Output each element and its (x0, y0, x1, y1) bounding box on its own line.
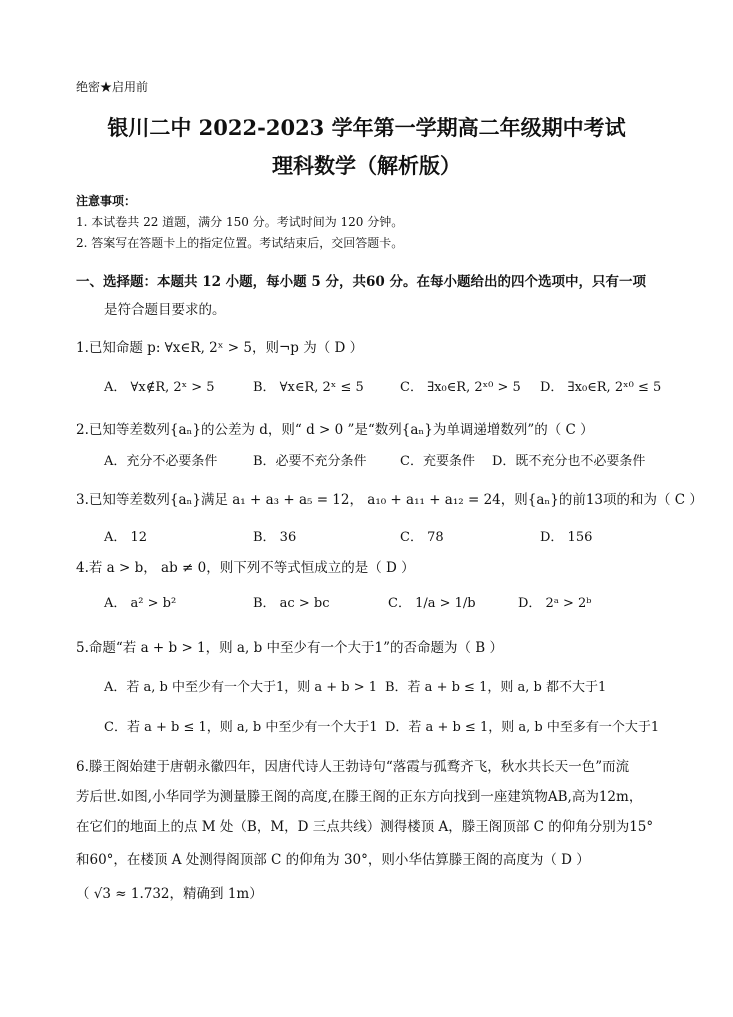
q5-option-a: A．若 a, b 中至少有一个大于1，则 a + b > 1 (104, 680, 378, 695)
question-6-line: 芳后世.如图,小华同学为测量滕王阁的高度,在滕王阁的正东方向找到一座建筑物AB,高为12m， (76, 789, 643, 805)
question-6-line: 和60°，在楼顶 A 处测得阁顶部 C 的仰角为 30°，则小华估算滕王阁的高度为（ D ） (76, 852, 590, 868)
exam-title: 银川二中 2022-2023 学年第一学期高二年级期中考试 (107, 115, 626, 140)
q3-option-a: A． 12 (104, 530, 148, 545)
q1-option-b: B． ∀x∈R, 2ˣ ≤ 5 (253, 380, 364, 395)
q3-option-b: B． 36 (253, 530, 297, 545)
notes-heading: 注意事项： (76, 194, 137, 208)
question-4-stem: 4.若 a > b， ab ≠ 0，则下列不等式恒成立的是（ D ） (76, 560, 415, 576)
q2-option-b: B．必要不充分条件 (253, 454, 367, 469)
q4-option-c: C． 1/a > 1/b (388, 596, 476, 611)
q2-option-a: A．充分不必要条件 (104, 454, 218, 469)
question-3-stem: 3.已知等差数列{aₙ}满足 a₁ + a₃ + a₅ = 12， a₁₀ + a₁₁ + a₁₂ = 24，则{aₙ}的前13项的和为（ C ） (76, 492, 703, 508)
note-item: 1. 本试卷共 22 道题，满分 150 分。考试时间为 120 分钟。 (76, 215, 404, 229)
secret-label: 绝密★启用前 (76, 80, 149, 94)
question-2-stem: 2.已知等差数列{aₙ}的公差为 d，则“ d > 0 ”是“数列{aₙ}为单调递增数列”的（ C ） (76, 422, 594, 438)
q2-option-d: D．既不充分也不必要条件 (492, 454, 646, 469)
q4-option-a: A． a² > b² (104, 596, 177, 611)
section-heading-cont: 是符合题目要求的。 (104, 302, 226, 318)
q3-option-c: C． 78 (400, 530, 444, 545)
q1-option-a: A． ∀x∉R, 2ˣ > 5 (104, 380, 215, 395)
question-6-line: （ √3 ≈ 1.732，精确到 1m） (76, 886, 263, 902)
q5-option-c: C．若 a + b ≤ 1，则 a, b 中至少有一个大于1 (104, 720, 378, 735)
question-1-stem: 1.已知命题 p: ∀x∈R, 2ˣ > 5，则¬p 为（ D ） (76, 340, 364, 356)
q2-option-c: C．充要条件 (400, 454, 475, 469)
question-6-line: 在它们的地面上的点 M 处（B，M，D 三点共线）测得楼顶 A，滕王阁顶部 C 的仰角分别为15° (76, 819, 654, 835)
question-5-stem: 5.命题“若 a + b > 1，则 a, b 中至少有一个大于1”的否命题为（ B ） (76, 640, 503, 656)
note-item: 2. 答案写在答题卡上的指定位置。考试结束后，交回答题卡。 (76, 236, 404, 250)
q1-option-c: C． ∃x₀∈R, 2ˣ⁰ > 5 (400, 380, 521, 395)
q4-option-b: B． ac > bc (253, 596, 330, 611)
q1-option-d: D． ∃x₀∈R, 2ˣ⁰ ≤ 5 (540, 380, 662, 395)
q3-option-d: D． 156 (540, 530, 593, 545)
exam-subtitle: 理科数学（解析版） (272, 153, 461, 178)
q4-option-d: D． 2ᵃ > 2ᵇ (518, 596, 592, 611)
q5-option-d: D．若 a + b ≤ 1，则 a, b 中至多有一个大于1 (385, 720, 660, 735)
section-heading: 一、选择题：本题共 12 小题，每小题 5 分，共60 分。在每小题给出的四个选项中，只有一项 (76, 274, 646, 290)
question-6-line: 6.滕王阁始建于唐朝永徽四年，因唐代诗人王勃诗句“落霞与孤鹜齐飞，秋水共长天一色”而流 (76, 759, 630, 775)
q5-option-b: B．若 a + b ≤ 1，则 a, b 都不大于1 (385, 680, 607, 695)
